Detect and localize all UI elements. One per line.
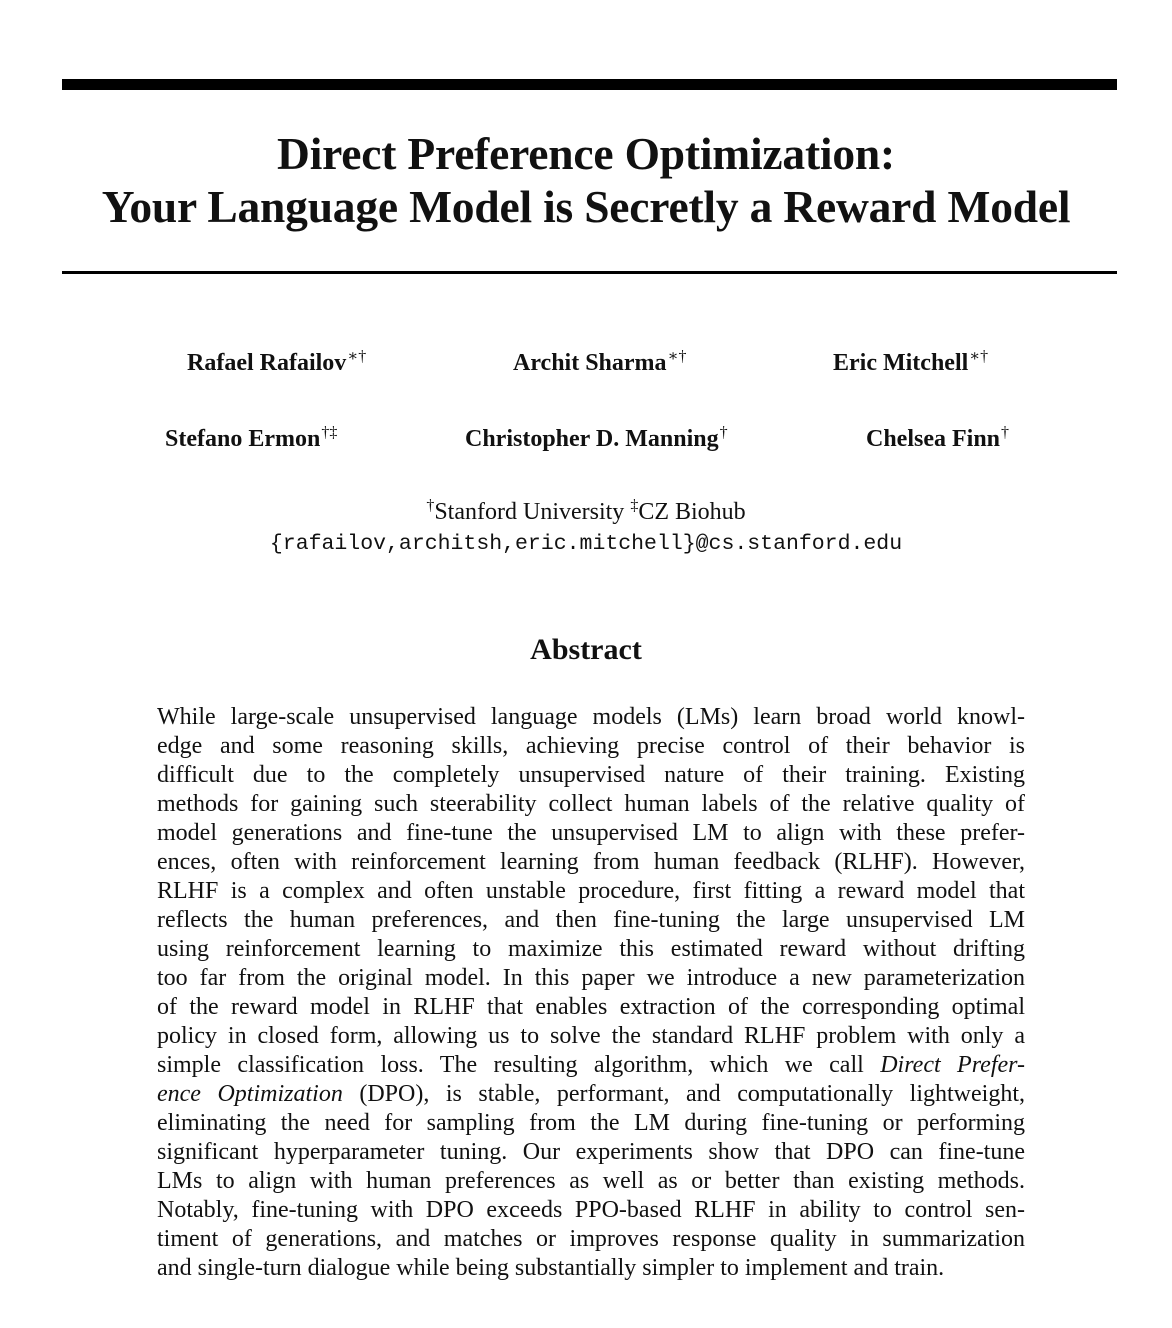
title-bottom-rule [62, 271, 1117, 274]
abstract-line: and single-turn dialogue while being substantially simpler to implement and train. [157, 1255, 945, 1281]
abstract-line: ences, often with reinforcement learning from human feedback (RLHF). However, [157, 849, 1025, 875]
author-emails: {rafailov,architsh,eric.mitchell}@cs.stanford.edu [269, 532, 903, 556]
title-line-1: Direct Preference Optimization: [277, 128, 895, 179]
abstract-line: difficult due to the completely unsupervised nature of their training. Existing [157, 762, 1025, 788]
abstract-line: model generations and fine-tune the unsupervised LM to align with these prefer- [157, 820, 1025, 846]
author-footnote-marks: † [719, 424, 728, 441]
abstract-line: simple classification loss. The resulting algorithm, which we call Direct Prefer- [157, 1052, 1025, 1078]
paper-title [40, 127, 1132, 233]
author-stefano-ermon: Stefano Ermon†‡ [165, 424, 338, 452]
abstract-line: of the reward model in RLHF that enables extraction of the corresponding optimal [157, 994, 1025, 1020]
author-rafael-rafailov: Rafael Rafailov∗† [187, 348, 367, 376]
abstract-line: Notably, fine-tuning with DPO exceeds PPO-based RLHF in ability to control sen- [157, 1197, 1025, 1223]
abstract-body [157, 703, 1025, 1283]
abstract-line: too far from the original model. In this paper we introduce a new parameterization [157, 965, 1025, 991]
abstract-line: RLHF is a complex and often unstable procedure, first fitting a reward model that [157, 878, 1025, 904]
affiliation-cz-biohub: CZ Biohub [638, 499, 746, 525]
author-footnote-marks: ∗† [667, 348, 687, 365]
author-footnote-marks: ∗† [347, 348, 367, 365]
abstract-line: While large-scale unsupervised language models (LMs) learn broad world knowl- [157, 704, 1025, 730]
abstract-line: eliminating the need for sampling from the LM during fine-tuning or performing [157, 1110, 1025, 1136]
italic-term: ence Optimization [157, 1081, 343, 1107]
title-line-2: Your Language Model is Secretly a Reward Model [101, 181, 1071, 232]
abstract-line: methods for gaining such steerability collect human labels of the relative quality of [157, 791, 1025, 817]
author-chelsea-finn: Chelsea Finn† [866, 424, 1010, 452]
author-archit-sharma: Archit Sharma∗† [513, 348, 687, 376]
author-eric-mitchell: Eric Mitchell∗† [833, 348, 989, 376]
abstract-line: using reinforcement learning to maximize this estimated reward without drifting [157, 936, 1025, 962]
abstract-line: LMs to align with human preferences as well as or better than existing methods. [157, 1168, 1025, 1194]
author-footnote-marks: †‡ [321, 424, 338, 441]
abstract-line: reflects the human preferences, and then fine-tuning the large unsupervised LM [157, 907, 1025, 933]
italic-term: Direct Prefer- [880, 1052, 1025, 1078]
top-rule [62, 79, 1117, 90]
author-footnote-marks: † [1001, 424, 1010, 441]
abstract-line: edge and some reasoning skills, achieving precise control of their behavior is [157, 733, 1025, 759]
abstract-line: ence Optimization (DPO), is stable, performant, and computationally lightweight, [157, 1081, 1025, 1107]
affiliations: †Stanford University ‡CZ Biohub [426, 497, 746, 525]
abstract-line: timent of generations, and matches or improves response quality in summarization [157, 1226, 1025, 1252]
abstract-line: significant hyperparameter tuning. Our experiments show that DPO can fine-tune [157, 1139, 1025, 1165]
abstract-heading: Abstract [530, 633, 642, 666]
author-christopher-manning: Christopher D. Manning† [465, 424, 728, 452]
affiliation-stanford: Stanford University [434, 499, 625, 525]
author-footnote-marks: ∗† [969, 348, 989, 365]
abstract-line: policy in closed form, allowing us to solve the standard RLHF problem with only a [157, 1023, 1025, 1049]
